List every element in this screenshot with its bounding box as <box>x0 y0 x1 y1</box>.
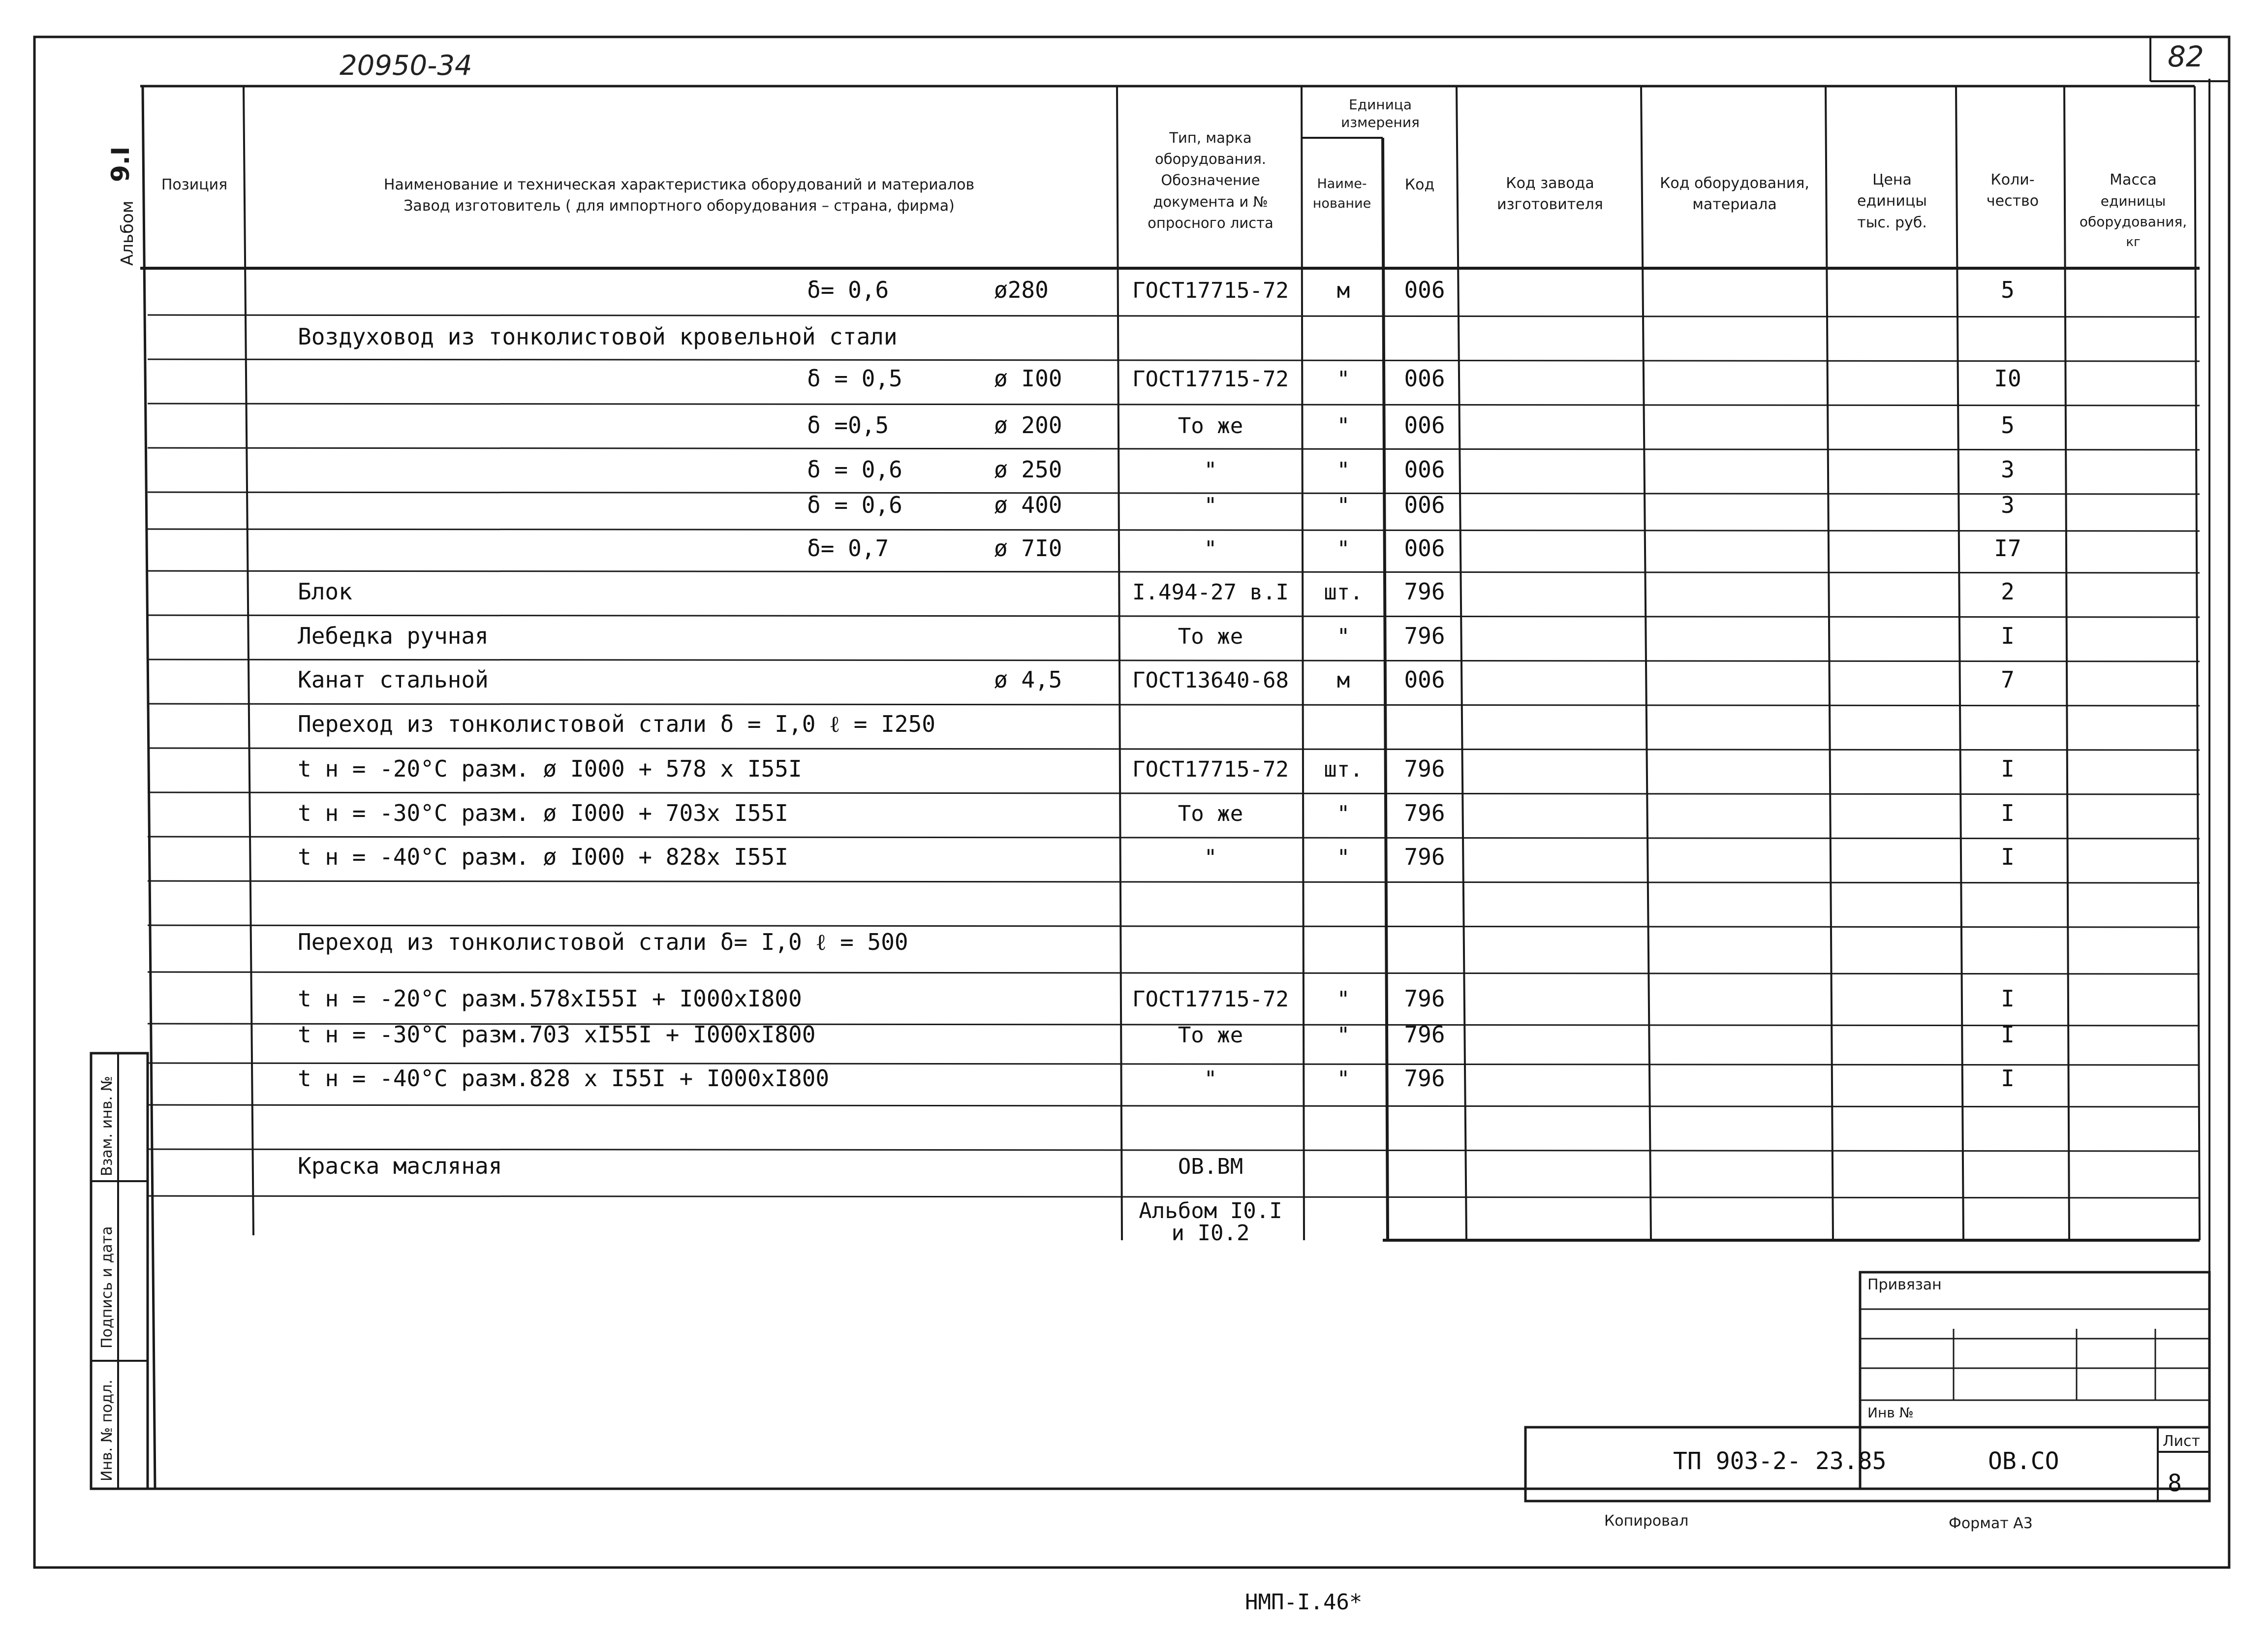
stamp-label-replaced-inv: Взам. инв. № <box>98 1076 116 1176</box>
row-qty: 2 <box>2001 578 2015 605</box>
header-mass-4: кг <box>2126 235 2141 250</box>
row-unit: " <box>1336 624 1350 649</box>
row-diameter: ø I00 <box>994 365 1062 392</box>
row-separator <box>148 704 2200 706</box>
inv-label: Инв № <box>1867 1405 1914 1421</box>
row-qty: I7 <box>1994 535 2021 562</box>
header-type-2: оборудования. <box>1154 151 1267 167</box>
row-unit: " <box>1336 1066 1350 1092</box>
row-code: 796 <box>1404 844 1445 870</box>
row-doc: " <box>1204 845 1217 870</box>
header-mass-3: оборудования, <box>2079 214 2187 230</box>
header-type-5: опросного листа <box>1148 215 1274 231</box>
header-price-3: тыс. руб. <box>1857 214 1927 231</box>
row-separator <box>148 659 2200 661</box>
album-label: Альбом <box>118 200 137 266</box>
sheet-number: 8 <box>2168 1470 2182 1497</box>
row-unit: " <box>1336 536 1350 562</box>
row-name: Переход из тонколистовой стали δ= I,0 ℓ = 500 <box>298 929 908 955</box>
row-unit: " <box>1336 845 1350 870</box>
col-line-qty <box>2064 86 2069 1240</box>
header-unitname-2: нование <box>1312 196 1371 211</box>
row-diameter: ø 7I0 <box>994 535 1062 562</box>
row-name: t н = -30°С разм. ø I000 + 703х I55I <box>298 800 788 826</box>
row-qty: I <box>2001 985 2015 1012</box>
footer-stamp: НМП-I.46* <box>1245 1590 1363 1615</box>
row-doc: " <box>1204 1066 1217 1092</box>
table-header <box>161 96 2187 250</box>
row-code: 006 <box>1404 412 1445 439</box>
header-factory-1: Код завода <box>1506 175 1594 192</box>
row-separator <box>148 492 2200 494</box>
row-separator <box>148 1149 2200 1151</box>
row-doc: ГОСТ17715-72 <box>1132 987 1289 1012</box>
row-separator <box>148 792 2200 794</box>
row-qty: I <box>2001 844 2015 870</box>
row-separator <box>148 925 2200 927</box>
header-price-1: Цена <box>1872 171 1912 188</box>
row-doc: ОВ.ВМ <box>1178 1154 1243 1179</box>
row-code: 006 <box>1404 666 1445 693</box>
row-thickness: δ= 0,7 <box>807 535 889 562</box>
col-line-type <box>1117 86 1122 1240</box>
stamp-label-signature-date: Подпись и дата <box>98 1226 116 1348</box>
row-code: 796 <box>1404 985 1445 1012</box>
row-code: 006 <box>1404 492 1445 518</box>
col-line-equip <box>1826 86 1833 1240</box>
designation: ТП 903-2- 23.85 <box>1673 1447 1887 1475</box>
header-unitname-1: Наиме- <box>1317 176 1367 191</box>
row-separator <box>148 315 2200 317</box>
row-unit: шт. <box>1324 757 1363 782</box>
header-mass-1: Масса <box>2110 171 2157 188</box>
copied-label: Копировал <box>1604 1512 1689 1530</box>
row-diameter: ø 400 <box>994 492 1062 518</box>
format-label: Формат А3 <box>1949 1515 2033 1532</box>
handwritten-id: 20950-34 <box>340 50 472 82</box>
row-diameter: ø 200 <box>994 412 1062 439</box>
row-name: t н = -20°С разм.578хI55I + I000хI800 <box>298 985 802 1012</box>
row-diameter: ø 4,5 <box>994 666 1062 693</box>
row-qty: I0 <box>1994 365 2021 392</box>
row-code: 796 <box>1404 755 1445 782</box>
row-name: t н = -20°С разм. ø I000 + 578 х I55I <box>298 755 802 782</box>
col-line-unit <box>1302 86 1304 1240</box>
header-name-line2: Завод изготовитель ( для импортного оборудования – страна, фирма) <box>404 197 955 215</box>
row-qty: 3 <box>2001 456 2015 483</box>
col-line-price <box>1956 86 1963 1240</box>
row-doc: " <box>1204 458 1217 483</box>
header-type-1: Тип, марка <box>1169 129 1252 146</box>
row-thickness: δ= 0,6 <box>807 277 889 303</box>
row-doc: ГОСТ17715-72 <box>1132 757 1289 782</box>
row-name: t н = -30°С разм.703 хI55I + I000хI800 <box>298 1021 816 1048</box>
row-unit: " <box>1336 413 1350 439</box>
row-qty: I <box>2001 623 2015 649</box>
header-pos: Позиция <box>161 176 228 193</box>
stamp-label-original-inv: Инв. № подл. <box>98 1379 116 1481</box>
row-doc: То же <box>1178 624 1243 649</box>
row-name: Переход из тонколистовой стали δ = I,0 ℓ = I250 <box>298 711 935 737</box>
row-qty: I <box>2001 1021 2015 1048</box>
header-qty-1: Коли- <box>1990 171 2035 188</box>
header-equip-1: Код оборудования, <box>1660 175 1809 192</box>
row-doc: Альбом I0.I <box>1139 1198 1282 1223</box>
row-doc: " <box>1204 536 1217 562</box>
row-thickness: δ = 0,6 <box>807 456 902 483</box>
row-code: 006 <box>1404 365 1445 392</box>
row-doc-line2: и I0.2 <box>1171 1221 1250 1246</box>
row-code: 006 <box>1404 535 1445 562</box>
header-price-2: единицы <box>1857 192 1927 210</box>
header-unit-1: Единица <box>1349 96 1412 113</box>
row-qty: I <box>2001 1065 2015 1092</box>
header-mass-2: единицы <box>2100 193 2166 209</box>
col-line-factory <box>1641 86 1651 1240</box>
header-type-3: Обозначение <box>1161 172 1260 188</box>
row-qty: 5 <box>2001 277 2015 303</box>
row-separator <box>148 359 2200 361</box>
row-separator <box>148 837 2200 839</box>
row-unit: " <box>1336 493 1350 518</box>
row-separator <box>148 748 2200 750</box>
col-line-mass <box>2195 86 2200 1240</box>
header-code: Код <box>1404 176 1435 193</box>
row-unit: м <box>1336 668 1350 693</box>
row-qty: 7 <box>2001 666 2015 693</box>
row-separator <box>148 972 2200 974</box>
header-name-line1: Наименование и техническая характеристика оборудований и материалов <box>383 176 975 193</box>
row-separator <box>148 529 2200 531</box>
row-unit: шт. <box>1324 580 1363 605</box>
row-qty: I <box>2001 755 2015 782</box>
row-diameter: ø280 <box>994 277 1049 303</box>
row-code: 796 <box>1404 578 1445 605</box>
row-doc: ГОСТ17715-72 <box>1132 367 1289 392</box>
row-name: Канат стальной <box>298 666 489 693</box>
row-qty: 3 <box>2001 492 2015 518</box>
row-name: Краска масляная <box>298 1153 502 1179</box>
row-unit: " <box>1336 987 1350 1012</box>
row-doc: То же <box>1178 413 1243 439</box>
row-code: 796 <box>1404 1065 1445 1092</box>
row-doc: " <box>1204 493 1217 518</box>
row-unit: " <box>1336 367 1350 392</box>
header-qty-2: чество <box>1986 192 2039 210</box>
row-doc: ГОСТ13640-68 <box>1132 668 1289 693</box>
row-name: Воздуховод из тонколистовой кровельной стали <box>298 323 898 350</box>
album-number: 9.I <box>106 146 135 182</box>
header-equip-2: материала <box>1692 196 1777 213</box>
row-unit: " <box>1336 801 1350 826</box>
row-diameter: ø 250 <box>994 456 1062 483</box>
row-doc: ГОСТ17715-72 <box>1132 278 1289 303</box>
col-line-code <box>1457 86 1466 1240</box>
row-doc: То же <box>1178 1023 1243 1048</box>
header-type-4: документа и № <box>1153 193 1268 210</box>
row-separator <box>148 1196 2200 1198</box>
row-separator <box>148 404 2200 406</box>
row-qty: I <box>2001 800 2015 826</box>
col-line-unitname <box>1383 138 1388 1240</box>
row-name: Блок <box>298 578 352 605</box>
row-thickness: δ = 0,5 <box>807 365 902 392</box>
row-code: 006 <box>1404 277 1445 303</box>
row-code: 796 <box>1404 623 1445 649</box>
row-name: t н = -40°С разм. ø I000 + 828х I55I <box>298 844 788 870</box>
row-separator <box>148 448 2200 450</box>
row-separator <box>148 1105 2200 1107</box>
row-name: t н = -40°С разм.828 х I55I + I000хI800 <box>298 1065 830 1092</box>
row-doc: То же <box>1178 801 1243 826</box>
sheet-label: Лист <box>2163 1433 2201 1450</box>
row-separator <box>148 615 2200 617</box>
row-separator <box>148 881 2200 883</box>
row-doc: I.494-27 в.I <box>1132 580 1289 605</box>
row-unit: " <box>1336 1023 1350 1048</box>
row-separator <box>148 571 2200 573</box>
row-qty: 5 <box>2001 412 2015 439</box>
header-unit-2: измерения <box>1341 114 1420 130</box>
row-unit: м <box>1336 278 1350 303</box>
row-thickness: δ = 0,6 <box>807 492 902 518</box>
row-code: 796 <box>1404 800 1445 826</box>
title-block <box>1525 1272 2209 1501</box>
bound-label: Привязан <box>1867 1276 1942 1293</box>
page-number: 82 <box>2168 40 2204 73</box>
row-name: Лебедка ручная <box>298 623 489 649</box>
row-unit: " <box>1336 458 1350 483</box>
row-code: 006 <box>1404 456 1445 483</box>
designation-suffix: ОВ.СО <box>1988 1447 2059 1475</box>
row-code: 796 <box>1404 1021 1445 1048</box>
table-rows <box>298 277 2021 1246</box>
row-thickness: δ =0,5 <box>807 412 889 439</box>
header-factory-2: изготовителя <box>1497 196 1603 213</box>
